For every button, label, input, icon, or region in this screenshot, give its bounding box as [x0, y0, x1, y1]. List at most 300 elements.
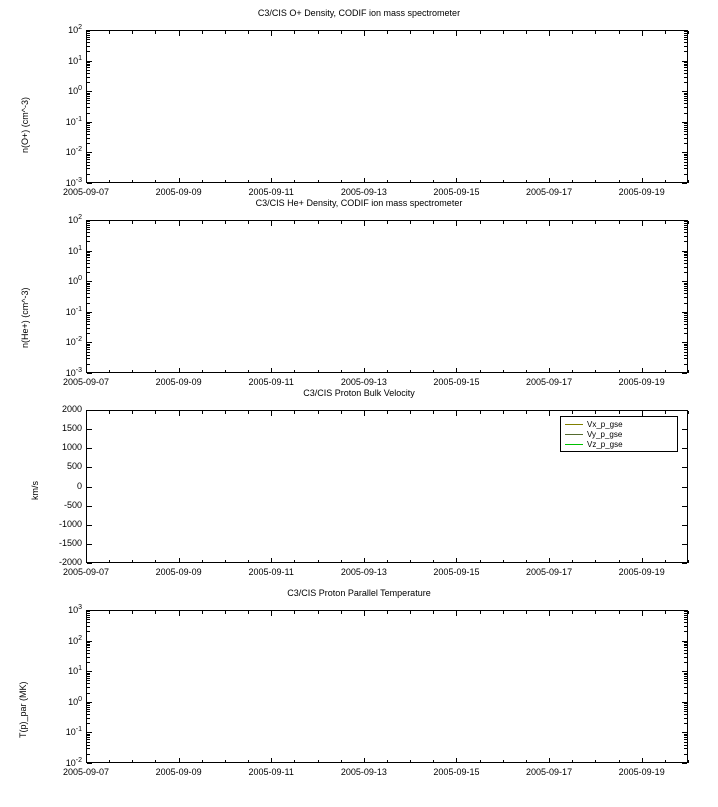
x-minor-tick-mark	[318, 221, 319, 224]
x-minor-tick-mark	[387, 611, 388, 614]
y-tick-mark	[682, 448, 687, 449]
x-minor-tick-mark	[179, 221, 180, 224]
y-tick-label: $10^1$	[68, 54, 82, 66]
y-minor-tick-mark	[684, 174, 687, 175]
y-minor-tick-mark	[87, 123, 90, 124]
y-tick-mark	[682, 467, 687, 468]
x-tick-label: 2005-09-13	[340, 377, 387, 387]
y-minor-tick-mark	[684, 358, 687, 359]
x-minor-tick-mark	[86, 611, 87, 614]
x-minor-tick-mark	[318, 611, 319, 614]
y-minor-tick-mark	[87, 46, 90, 47]
y-minor-tick-mark	[684, 129, 687, 130]
x-minor-tick-mark	[248, 411, 249, 414]
x-minor-tick-mark	[271, 560, 272, 563]
y-minor-tick-mark	[87, 225, 90, 226]
x-tick-label: 2005-09-17	[526, 567, 573, 577]
x-minor-tick-mark	[271, 31, 272, 34]
x-minor-tick-mark	[456, 411, 457, 414]
x-minor-tick-mark	[318, 31, 319, 34]
y-minor-tick-mark	[684, 93, 687, 94]
y-tick-label: -500	[63, 499, 82, 510]
y-tick-mark	[87, 373, 92, 374]
x-minor-tick-mark	[595, 560, 596, 563]
x-minor-tick-mark	[526, 370, 527, 373]
y-tick-label: -2000	[58, 557, 82, 567]
y-minor-tick-mark	[87, 709, 90, 710]
y-minor-tick-mark	[684, 154, 687, 155]
x-minor-tick-mark	[318, 760, 319, 763]
x-minor-tick-mark	[480, 221, 481, 224]
y-tick-label: $10^2$	[68, 24, 82, 35]
x-minor-tick-mark	[665, 180, 666, 183]
x-tick-label: 2005-09-19	[618, 187, 665, 197]
x-minor-tick-mark	[595, 180, 596, 183]
y-minor-tick-mark	[87, 227, 90, 228]
y-minor-tick-mark	[87, 288, 90, 289]
x-minor-tick-mark	[109, 221, 110, 224]
x-minor-tick-mark	[132, 560, 133, 563]
y-minor-tick-mark	[684, 165, 687, 166]
x-minor-tick-mark	[433, 411, 434, 414]
x-minor-tick-mark	[572, 370, 573, 373]
x-minor-tick-mark	[271, 760, 272, 763]
y-tick-mark	[682, 487, 687, 488]
y-minor-tick-mark	[87, 683, 90, 684]
x-tick-label: 2005-09-11	[248, 567, 294, 577]
y-minor-tick-mark	[87, 252, 90, 253]
y-minor-tick-mark	[87, 615, 90, 616]
y-minor-tick-mark	[684, 94, 687, 95]
x-minor-tick-mark	[109, 31, 110, 34]
x-minor-tick-mark	[619, 760, 620, 763]
y-minor-tick-mark	[87, 737, 90, 738]
y-tick-label: $10^{-3}$	[65, 177, 82, 188]
y-minor-tick-mark	[87, 344, 90, 345]
x-minor-tick-mark	[480, 611, 481, 614]
x-minor-tick-mark	[642, 180, 643, 183]
x-minor-tick-mark	[132, 370, 133, 373]
x-tick-label: 2005-09-07	[62, 767, 110, 777]
y-minor-tick-mark	[684, 707, 687, 708]
y-minor-tick-mark	[684, 221, 687, 222]
y-minor-tick-mark	[684, 745, 687, 746]
y-minor-tick-mark	[87, 263, 90, 264]
x-minor-tick-mark	[526, 560, 527, 563]
x-minor-tick-mark	[364, 31, 365, 34]
y-minor-tick-mark	[684, 227, 687, 228]
y-minor-tick-mark	[684, 611, 687, 612]
x-minor-tick-mark	[503, 411, 504, 414]
y-minor-tick-mark	[684, 324, 687, 325]
y-minor-tick-mark	[87, 303, 90, 304]
x-minor-tick-mark	[595, 611, 596, 614]
y-minor-tick-mark	[684, 683, 687, 684]
y-tick-mark	[87, 763, 92, 764]
y-minor-tick-mark	[684, 155, 687, 156]
x-minor-tick-mark	[132, 760, 133, 763]
y-minor-tick-mark	[87, 703, 90, 704]
y-minor-tick-mark	[684, 657, 687, 658]
x-minor-tick-mark	[410, 180, 411, 183]
x-minor-tick-mark	[341, 611, 342, 614]
y-minor-tick-mark	[684, 644, 687, 645]
y-axis-label: n(O+) (cm^-3)	[20, 97, 30, 153]
y-minor-tick-mark	[684, 143, 687, 144]
x-minor-tick-mark	[503, 221, 504, 224]
x-minor-tick-mark	[225, 180, 226, 183]
x-tick-label: 2005-09-09	[155, 187, 202, 197]
x-minor-tick-mark	[688, 31, 689, 34]
x-minor-tick-mark	[86, 411, 87, 414]
y-minor-tick-mark	[87, 154, 90, 155]
y-minor-tick-mark	[684, 123, 687, 124]
x-minor-tick-mark	[179, 180, 180, 183]
x-minor-tick-mark	[503, 180, 504, 183]
x-minor-tick-mark	[572, 31, 573, 34]
x-minor-tick-mark	[155, 370, 156, 373]
y-minor-tick-mark	[87, 125, 90, 126]
y-minor-tick-mark	[87, 693, 90, 694]
legend-label: Vz_p_gse	[587, 439, 623, 449]
y-minor-tick-mark	[87, 31, 90, 32]
x-tick-label: 2005-09-13	[340, 767, 387, 777]
y-minor-tick-mark	[87, 347, 90, 348]
y-tick-mark	[87, 525, 92, 526]
y-minor-tick-mark	[87, 653, 90, 654]
y-minor-tick-mark	[87, 333, 90, 334]
y-minor-tick-mark	[87, 257, 90, 258]
x-minor-tick-mark	[480, 31, 481, 34]
y-minor-tick-mark	[684, 64, 687, 65]
y-minor-tick-mark	[87, 127, 90, 128]
y-tick-mark	[87, 487, 92, 488]
y-minor-tick-mark	[684, 613, 687, 614]
x-minor-tick-mark	[225, 221, 226, 224]
y-minor-tick-mark	[87, 103, 90, 104]
y-minor-tick-mark	[87, 155, 90, 156]
y-minor-tick-mark	[87, 174, 90, 175]
x-minor-tick-mark	[202, 180, 203, 183]
y-minor-tick-mark	[684, 31, 687, 32]
legend-label: Vy_p_gse	[587, 429, 623, 439]
y-minor-tick-mark	[87, 159, 90, 160]
x-minor-tick-mark	[665, 560, 666, 563]
x-minor-tick-mark	[294, 370, 295, 373]
y-minor-tick-mark	[684, 255, 687, 256]
y-minor-tick-mark	[87, 680, 90, 681]
y-minor-tick-mark	[684, 35, 687, 36]
y-tick-label: $10^{-1}$	[65, 115, 82, 127]
x-minor-tick-mark	[665, 221, 666, 224]
y-minor-tick-mark	[87, 168, 90, 169]
y-minor-tick-mark	[684, 735, 687, 736]
x-minor-tick-mark	[179, 31, 180, 34]
y-minor-tick-mark	[684, 355, 687, 356]
x-minor-tick-mark	[480, 760, 481, 763]
x-minor-tick-mark	[318, 411, 319, 414]
x-minor-tick-mark	[318, 560, 319, 563]
x-minor-tick-mark	[642, 411, 643, 414]
x-minor-tick-mark	[433, 31, 434, 34]
x-minor-tick-mark	[549, 411, 550, 414]
y-minor-tick-mark	[684, 37, 687, 38]
y-tick-label: 1000	[61, 442, 82, 453]
y-minor-tick-mark	[684, 617, 687, 618]
x-tick-label: 2005-09-11	[248, 187, 294, 197]
x-minor-tick-mark	[341, 560, 342, 563]
y-minor-tick-mark	[87, 51, 90, 52]
x-tick-label: 2005-09-15	[433, 187, 480, 197]
y-minor-tick-mark	[87, 321, 90, 322]
y-minor-tick-mark	[87, 236, 90, 237]
y-minor-tick-mark	[684, 315, 687, 316]
y-minor-tick-mark	[87, 70, 90, 71]
y-tick-mark	[87, 467, 92, 468]
x-minor-tick-mark	[688, 370, 689, 373]
x-minor-tick-mark	[318, 370, 319, 373]
y-minor-tick-mark	[87, 644, 90, 645]
y-minor-tick-mark	[87, 96, 90, 97]
y-tick-mark	[682, 373, 687, 374]
x-minor-tick-mark	[387, 221, 388, 224]
x-minor-tick-mark	[480, 370, 481, 373]
axes-frame	[86, 220, 688, 373]
y-minor-tick-mark	[684, 39, 687, 40]
x-minor-tick-mark	[456, 760, 457, 763]
x-minor-tick-mark	[410, 370, 411, 373]
y-minor-tick-mark	[684, 345, 687, 346]
x-minor-tick-mark	[271, 370, 272, 373]
x-minor-tick-mark	[433, 611, 434, 614]
x-minor-tick-mark	[410, 221, 411, 224]
x-minor-tick-mark	[86, 31, 87, 34]
y-minor-tick-mark	[87, 267, 90, 268]
y-tick-mark	[87, 544, 92, 545]
x-minor-tick-mark	[595, 31, 596, 34]
y-minor-tick-mark	[684, 678, 687, 679]
x-minor-tick-mark	[132, 31, 133, 34]
x-minor-tick-mark	[364, 560, 365, 563]
x-minor-tick-mark	[642, 31, 643, 34]
y-minor-tick-mark	[87, 260, 90, 261]
x-minor-tick-mark	[549, 180, 550, 183]
x-tick-label: 2005-09-15	[433, 567, 480, 577]
x-minor-tick-mark	[248, 221, 249, 224]
x-minor-tick-mark	[665, 411, 666, 414]
y-minor-tick-mark	[684, 283, 687, 284]
y-minor-tick-mark	[684, 754, 687, 755]
y-minor-tick-mark	[87, 64, 90, 65]
y-minor-tick-mark	[684, 711, 687, 712]
x-minor-tick-mark	[155, 611, 156, 614]
y-minor-tick-mark	[87, 631, 90, 632]
x-tick-label: 2005-09-07	[62, 187, 110, 197]
y-minor-tick-mark	[684, 737, 687, 738]
x-minor-tick-mark	[549, 221, 550, 224]
x-minor-tick-mark	[179, 411, 180, 414]
y-axis-label: n(He+) (cm^-3)	[20, 287, 30, 348]
y-minor-tick-mark	[684, 293, 687, 294]
y-minor-tick-mark	[87, 138, 90, 139]
x-minor-tick-mark	[549, 370, 550, 373]
x-minor-tick-mark	[642, 370, 643, 373]
x-minor-tick-mark	[155, 221, 156, 224]
y-minor-tick-mark	[684, 676, 687, 677]
y-minor-tick-mark	[684, 352, 687, 353]
x-minor-tick-mark	[456, 611, 457, 614]
y-minor-tick-mark	[684, 650, 687, 651]
x-minor-tick-mark	[619, 221, 620, 224]
panel-title: C3/CIS Proton Bulk Velocity	[303, 388, 415, 398]
y-tick-label: -1000	[58, 518, 82, 529]
y-minor-tick-mark	[87, 657, 90, 658]
y-minor-tick-mark	[684, 267, 687, 268]
x-tick-label: 2005-09-07	[62, 567, 110, 577]
y-minor-tick-mark	[684, 742, 687, 743]
y-minor-tick-mark	[87, 748, 90, 749]
legend	[560, 416, 678, 452]
y-minor-tick-mark	[87, 678, 90, 679]
y-minor-tick-mark	[684, 42, 687, 43]
x-minor-tick-mark	[109, 180, 110, 183]
x-minor-tick-mark	[595, 221, 596, 224]
x-minor-tick-mark	[456, 180, 457, 183]
y-minor-tick-mark	[684, 272, 687, 273]
x-minor-tick-mark	[456, 370, 457, 373]
x-minor-tick-mark	[225, 560, 226, 563]
x-minor-tick-mark	[410, 611, 411, 614]
y-tick-label: $10^1$	[68, 665, 82, 677]
x-minor-tick-mark	[387, 370, 388, 373]
y-tick-label: $10^0$	[68, 275, 82, 287]
x-minor-tick-mark	[526, 31, 527, 34]
y-tick-mark	[87, 563, 92, 564]
x-minor-tick-mark	[318, 180, 319, 183]
panel-title: C3/CIS O+ Density, CODIF ion mass spectrometer	[257, 8, 461, 18]
x-minor-tick-mark	[132, 221, 133, 224]
y-minor-tick-mark	[87, 319, 90, 320]
legend-item-vy	[565, 429, 673, 439]
x-minor-tick-mark	[387, 411, 388, 414]
y-minor-tick-mark	[684, 723, 687, 724]
y-minor-tick-mark	[87, 93, 90, 94]
x-minor-tick-mark	[132, 180, 133, 183]
y-minor-tick-mark	[87, 129, 90, 130]
y-minor-tick-mark	[87, 67, 90, 68]
x-minor-tick-mark	[294, 560, 295, 563]
x-minor-tick-mark	[619, 560, 620, 563]
legend-label: Vx_p_gse	[587, 419, 623, 429]
x-tick-label: 2005-09-17	[526, 377, 573, 387]
x-tick-label: 2005-09-09	[155, 767, 202, 777]
y-minor-tick-mark	[87, 62, 90, 63]
x-tick-label: 2005-09-17	[526, 767, 573, 777]
y-minor-tick-mark	[87, 100, 90, 101]
legend-item-vz	[565, 439, 673, 449]
x-minor-tick-mark	[248, 611, 249, 614]
y-minor-tick-mark	[87, 358, 90, 359]
x-minor-tick-mark	[665, 611, 666, 614]
y-minor-tick-mark	[684, 286, 687, 287]
y-tick-mark	[682, 429, 687, 430]
x-minor-tick-mark	[456, 31, 457, 34]
y-tick-label: 500	[66, 461, 82, 472]
x-minor-tick-mark	[595, 370, 596, 373]
x-minor-tick-mark	[271, 221, 272, 224]
y-minor-tick-mark	[87, 313, 90, 314]
y-tick-mark	[682, 525, 687, 526]
x-minor-tick-mark	[364, 221, 365, 224]
x-minor-tick-mark	[387, 31, 388, 34]
y-minor-tick-mark	[87, 290, 90, 291]
y-minor-tick-mark	[684, 347, 687, 348]
x-minor-tick-mark	[109, 611, 110, 614]
y-minor-tick-mark	[87, 324, 90, 325]
x-minor-tick-mark	[179, 760, 180, 763]
x-minor-tick-mark	[503, 760, 504, 763]
y-minor-tick-mark	[87, 315, 90, 316]
y-minor-tick-mark	[87, 705, 90, 706]
y-minor-tick-mark	[684, 241, 687, 242]
y-minor-tick-mark	[684, 631, 687, 632]
x-minor-tick-mark	[572, 760, 573, 763]
x-minor-tick-mark	[572, 560, 573, 563]
y-minor-tick-mark	[684, 687, 687, 688]
x-minor-tick-mark	[248, 180, 249, 183]
x-minor-tick-mark	[364, 760, 365, 763]
y-tick-mark	[682, 410, 687, 411]
y-minor-tick-mark	[684, 100, 687, 101]
y-minor-tick-mark	[684, 223, 687, 224]
y-minor-tick-mark	[684, 344, 687, 345]
y-minor-tick-mark	[87, 241, 90, 242]
y-minor-tick-mark	[87, 676, 90, 677]
y-minor-tick-mark	[87, 645, 90, 646]
y-minor-tick-mark	[684, 113, 687, 114]
x-minor-tick-mark	[549, 760, 550, 763]
x-tick-label: 2005-09-09	[155, 567, 202, 577]
y-minor-tick-mark	[684, 349, 687, 350]
y-tick-mark	[682, 544, 687, 545]
y-minor-tick-mark	[87, 617, 90, 618]
y-minor-tick-mark	[684, 257, 687, 258]
y-minor-tick-mark	[87, 674, 90, 675]
y-tick-label: -1500	[58, 537, 82, 548]
x-minor-tick-mark	[387, 180, 388, 183]
x-minor-tick-mark	[248, 760, 249, 763]
x-minor-tick-mark	[503, 31, 504, 34]
x-minor-tick-mark	[202, 611, 203, 614]
x-minor-tick-mark	[410, 560, 411, 563]
y-minor-tick-mark	[684, 705, 687, 706]
y-minor-tick-mark	[87, 754, 90, 755]
y-tick-label: $10^{-3}$	[65, 367, 82, 378]
x-minor-tick-mark	[619, 611, 620, 614]
x-minor-tick-mark	[155, 31, 156, 34]
y-minor-tick-mark	[684, 225, 687, 226]
y-minor-tick-mark	[87, 613, 90, 614]
y-minor-tick-mark	[87, 355, 90, 356]
x-minor-tick-mark	[248, 370, 249, 373]
y-minor-tick-mark	[87, 229, 90, 230]
x-minor-tick-mark	[225, 370, 226, 373]
y-tick-mark	[682, 763, 687, 764]
y-minor-tick-mark	[684, 626, 687, 627]
y-minor-tick-mark	[87, 131, 90, 132]
x-tick-label: 2005-09-11	[248, 377, 294, 387]
x-minor-tick-mark	[155, 560, 156, 563]
